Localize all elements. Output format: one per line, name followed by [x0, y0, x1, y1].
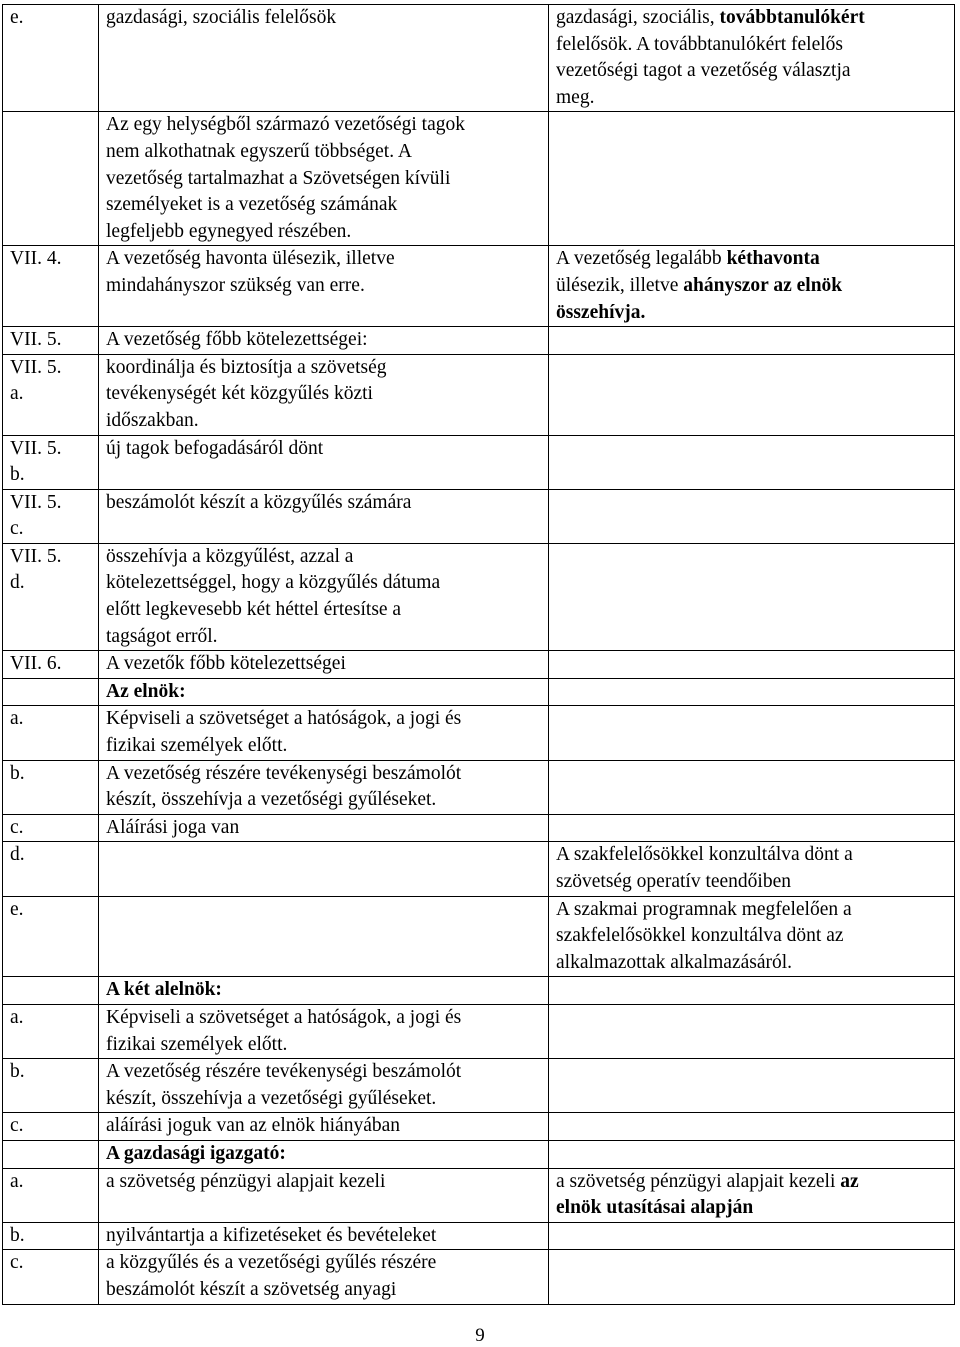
text-line	[106, 570, 544, 597]
text: meg.	[556, 86, 595, 108]
text-line	[106, 112, 544, 139]
section-number-cell	[3, 327, 99, 355]
text: nyilvántartja a kifizetéseket és bevételeket	[106, 1224, 437, 1246]
text: fizikai személyek előtt.	[106, 1033, 288, 1055]
text-line	[106, 651, 544, 678]
original-text-cell	[99, 489, 549, 543]
text-line	[556, 842, 950, 869]
table-row	[3, 706, 955, 760]
bold-text: Az elnök:	[106, 680, 186, 702]
amended-text-cell	[549, 112, 955, 246]
section-number-cell	[3, 354, 99, 435]
text: gazdasági, szociális felelősök	[106, 7, 337, 28]
amended-text-cell	[549, 842, 955, 896]
table-row	[3, 354, 955, 435]
amended-text-cell	[549, 327, 955, 355]
table-row	[3, 651, 955, 679]
original-text-cell	[99, 1250, 549, 1304]
amended-text-cell	[549, 814, 955, 842]
text-line	[106, 1277, 544, 1304]
table-row	[3, 977, 955, 1005]
text: legfeljebb egynegyed részében.	[106, 220, 352, 242]
text-line	[106, 1223, 544, 1250]
text: a szövetség pénzügyi alapjait kezeli	[556, 1170, 841, 1192]
text: A vezetőség részére tevékenységi beszámolót	[106, 1061, 462, 1083]
amended-text-cell	[549, 435, 955, 489]
original-text-cell	[99, 327, 549, 355]
original-text-cell	[99, 112, 549, 246]
table-row	[3, 1140, 955, 1168]
text: A vezetők főbb kötelezettségei	[106, 653, 346, 675]
section-number-cell	[3, 1168, 99, 1222]
table-row	[3, 760, 955, 814]
section-number: b.	[10, 464, 25, 486]
text: A szakfelelősökkel konzultálva dönt a	[556, 844, 853, 866]
section-number: b.	[10, 762, 25, 784]
text: személyeket is a vezetőség számának	[106, 194, 398, 216]
text-line	[106, 408, 544, 435]
bylaws-comparison-table	[2, 4, 955, 1305]
text-line	[556, 32, 950, 59]
text: felelősök. A továbbtanulókért felelős	[556, 33, 844, 55]
section-number: c.	[10, 518, 24, 540]
section-number: c.	[10, 816, 24, 838]
table-row	[3, 814, 955, 842]
text: A vezetőség legalább	[556, 248, 727, 270]
original-text-cell	[99, 1113, 549, 1141]
text-line	[106, 166, 544, 193]
text-line	[106, 1141, 544, 1168]
text: szövetség operatív teendőiben	[556, 871, 791, 892]
text: Képviseli a szövetséget a hatóságok, a jogi és	[106, 708, 462, 730]
original-text-cell	[99, 1222, 549, 1250]
text: készít, összehívja a vezetőségi gyűléseket.	[106, 789, 437, 811]
text: új tagok befogadásáról dönt	[106, 437, 324, 459]
section-number: a.	[10, 383, 24, 405]
text-line	[106, 733, 544, 760]
original-text-cell	[99, 246, 549, 327]
text-line	[556, 300, 950, 327]
section-number-cell	[3, 814, 99, 842]
original-text-cell	[99, 706, 549, 760]
amended-text-cell	[549, 1113, 955, 1141]
text-line	[106, 706, 544, 733]
section-number: VII. 5.	[10, 545, 62, 567]
text: a szövetség pénzügyi alapjait kezeli	[106, 1170, 386, 1192]
section-number: a.	[10, 1170, 24, 1192]
text: szakfelelősökkel konzultálva dönt az	[556, 925, 844, 947]
amended-text-cell	[549, 543, 955, 650]
section-number-cell	[3, 977, 99, 1005]
text-line	[106, 1032, 544, 1059]
amended-text-cell	[549, 1140, 955, 1168]
section-number-cell	[3, 1250, 99, 1304]
original-text-cell	[99, 651, 549, 679]
section-number-cell	[3, 5, 99, 112]
text-line	[556, 1195, 950, 1222]
original-text-cell	[99, 543, 549, 650]
text: A szakmai programnak megfelelően a	[556, 898, 852, 920]
text-line	[106, 1086, 544, 1113]
text: fizikai személyek előtt.	[106, 735, 288, 757]
table-row	[3, 5, 955, 112]
amended-text-cell	[549, 1168, 955, 1222]
text: gazdasági, szociális,	[556, 7, 720, 28]
table-row	[3, 327, 955, 355]
text-line	[106, 273, 544, 300]
table-row	[3, 842, 955, 896]
section-number: e.	[10, 898, 24, 920]
text: A vezetőség részére tevékenységi beszámolót	[106, 762, 462, 784]
section-number-cell	[3, 1222, 99, 1250]
text: beszámolót készít a közgyűlés számára	[106, 491, 412, 513]
text: kötelezettséggel, hogy a közgyűlés dátuma	[106, 572, 441, 594]
table-row	[3, 112, 955, 246]
text: időszakban.	[106, 409, 199, 431]
original-text-cell	[99, 814, 549, 842]
section-number: VII. 6.	[10, 653, 62, 675]
text-line	[106, 544, 544, 571]
text: tagságot erről.	[106, 625, 218, 647]
text-line	[106, 192, 544, 219]
text: Aláírási joga van	[106, 816, 240, 838]
bold-text: ahányszor az elnök	[683, 274, 843, 296]
text-line	[556, 5, 950, 32]
section-number: VII. 5.	[10, 491, 62, 513]
text: Az egy helységből származó vezetőségi tagok	[106, 114, 465, 136]
original-text-cell	[99, 977, 549, 1005]
table-row	[3, 1004, 955, 1058]
text-line	[106, 139, 544, 166]
section-number-cell	[3, 842, 99, 896]
text: koordinálja és biztosítja a szövetség	[106, 356, 387, 378]
section-number-cell	[3, 435, 99, 489]
amended-text-cell	[549, 489, 955, 543]
text: vezetőségi tagot a vezetőség választja	[556, 60, 851, 82]
bold-text: A két alelnök:	[106, 979, 222, 1001]
section-number-cell	[3, 543, 99, 650]
section-number: VII. 5.	[10, 356, 62, 378]
text-line	[106, 597, 544, 624]
text-line	[106, 787, 544, 814]
text-line	[106, 761, 544, 788]
section-number: VII. 5.	[10, 437, 62, 459]
bold-text: továbbtanulókért	[719, 7, 865, 28]
amended-text-cell	[549, 354, 955, 435]
text: a közgyűlés és a vezetőségi gyűlés részére	[106, 1252, 437, 1274]
text-line	[106, 219, 544, 246]
section-number-cell	[3, 246, 99, 327]
text: mindahányszor szükség van erre.	[106, 274, 365, 296]
text-line	[106, 246, 544, 273]
section-number-cell	[3, 489, 99, 543]
table-row	[3, 1250, 955, 1304]
text-line	[106, 1059, 544, 1086]
text-line	[106, 355, 544, 382]
section-number: d.	[10, 844, 25, 866]
text-line	[106, 1113, 544, 1140]
text-line	[106, 5, 544, 32]
text-line	[106, 815, 544, 842]
table-row	[3, 896, 955, 977]
text: tevékenységét két közgyűlés közti	[106, 383, 373, 405]
section-number: d.	[10, 572, 25, 594]
text-line	[106, 381, 544, 408]
amended-text-cell	[549, 977, 955, 1005]
text: A vezetőség havonta ülésezik, illetve	[106, 248, 395, 270]
bold-text: összehívja.	[556, 301, 646, 323]
amended-text-cell	[549, 1222, 955, 1250]
section-number-cell	[3, 1140, 99, 1168]
table-row	[3, 489, 955, 543]
bold-text: az	[840, 1170, 859, 1192]
amended-text-cell	[549, 706, 955, 760]
text: előtt legkevesebb két héttel értesítse a	[106, 599, 402, 621]
table-row	[3, 246, 955, 327]
section-number-cell	[3, 896, 99, 977]
text: készít, összehívja a vezetőségi gyűléseket.	[106, 1087, 437, 1109]
section-number-cell	[3, 678, 99, 706]
amended-text-cell	[549, 651, 955, 679]
original-text-cell	[99, 5, 549, 112]
section-number: a.	[10, 708, 24, 730]
text-line	[106, 327, 544, 354]
table-row	[3, 543, 955, 650]
text-line	[556, 85, 950, 112]
section-number-cell	[3, 112, 99, 246]
section-number: e.	[10, 7, 24, 28]
text: alkalmazottak alkalmazásáról.	[556, 951, 793, 973]
section-number-cell	[3, 706, 99, 760]
section-number-cell	[3, 1059, 99, 1113]
text: ülésezik, illetve	[556, 274, 684, 296]
section-number-cell	[3, 651, 99, 679]
amended-text-cell	[549, 760, 955, 814]
original-text-cell	[99, 1059, 549, 1113]
section-number: b.	[10, 1224, 25, 1246]
original-text-cell	[99, 760, 549, 814]
amended-text-cell	[549, 896, 955, 977]
table-row	[3, 1113, 955, 1141]
text: vezetőség tartalmazhat a Szövetségen kívüli	[106, 167, 451, 189]
page-number: 9	[475, 1325, 485, 1346]
original-text-cell	[99, 1140, 549, 1168]
section-number: VII. 4.	[10, 248, 62, 270]
section-number: c.	[10, 1115, 24, 1137]
table-row	[3, 1168, 955, 1222]
text-line	[106, 1250, 544, 1277]
section-number: a.	[10, 1006, 24, 1028]
text-line	[556, 58, 950, 85]
text: összehívja a közgyűlést, azzal a	[106, 545, 354, 567]
original-text-cell	[99, 896, 549, 977]
table-row	[3, 1059, 955, 1113]
original-text-cell	[99, 354, 549, 435]
amended-text-cell	[549, 5, 955, 112]
section-number: c.	[10, 1252, 24, 1274]
amended-text-cell	[549, 1250, 955, 1304]
text: Képviseli a szövetséget a hatóságok, a jogi és	[106, 1006, 462, 1028]
text-line	[556, 897, 950, 924]
original-text-cell	[99, 1004, 549, 1058]
table-row	[3, 435, 955, 489]
section-number: b.	[10, 1061, 25, 1083]
text-line	[556, 950, 950, 977]
original-text-cell	[99, 1168, 549, 1222]
text-line	[106, 1169, 544, 1196]
text-line	[556, 869, 950, 896]
text: nem alkothatnak egyszerű többséget. A	[106, 140, 412, 162]
text-line	[106, 624, 544, 651]
text-line	[106, 436, 544, 463]
section-number-cell	[3, 1004, 99, 1058]
text: aláírási joguk van az elnök hiányában	[106, 1115, 401, 1137]
amended-text-cell	[549, 678, 955, 706]
amended-text-cell	[549, 1004, 955, 1058]
section-number-cell	[3, 760, 99, 814]
original-text-cell	[99, 678, 549, 706]
text-line	[556, 1169, 950, 1196]
text-line	[106, 977, 544, 1004]
bold-text: kéthavonta	[726, 248, 820, 270]
section-number: VII. 5.	[10, 329, 62, 351]
amended-text-cell	[549, 246, 955, 327]
original-text-cell	[99, 435, 549, 489]
text: beszámolót készít a szövetség anyagi	[106, 1278, 397, 1300]
text-line	[106, 490, 544, 517]
section-number-cell	[3, 1113, 99, 1141]
text: A vezetőség főbb kötelezettségei:	[106, 329, 368, 351]
text-line	[106, 1005, 544, 1032]
text-line	[106, 679, 544, 706]
table-row	[3, 678, 955, 706]
bold-text: elnök utasításai alapján	[556, 1197, 754, 1219]
text-line	[556, 923, 950, 950]
bold-text: A gazdasági igazgató:	[106, 1142, 286, 1164]
text-line	[556, 246, 950, 273]
original-text-cell	[99, 842, 549, 896]
text-line	[556, 273, 950, 300]
table-row	[3, 1222, 955, 1250]
amended-text-cell	[549, 1059, 955, 1113]
